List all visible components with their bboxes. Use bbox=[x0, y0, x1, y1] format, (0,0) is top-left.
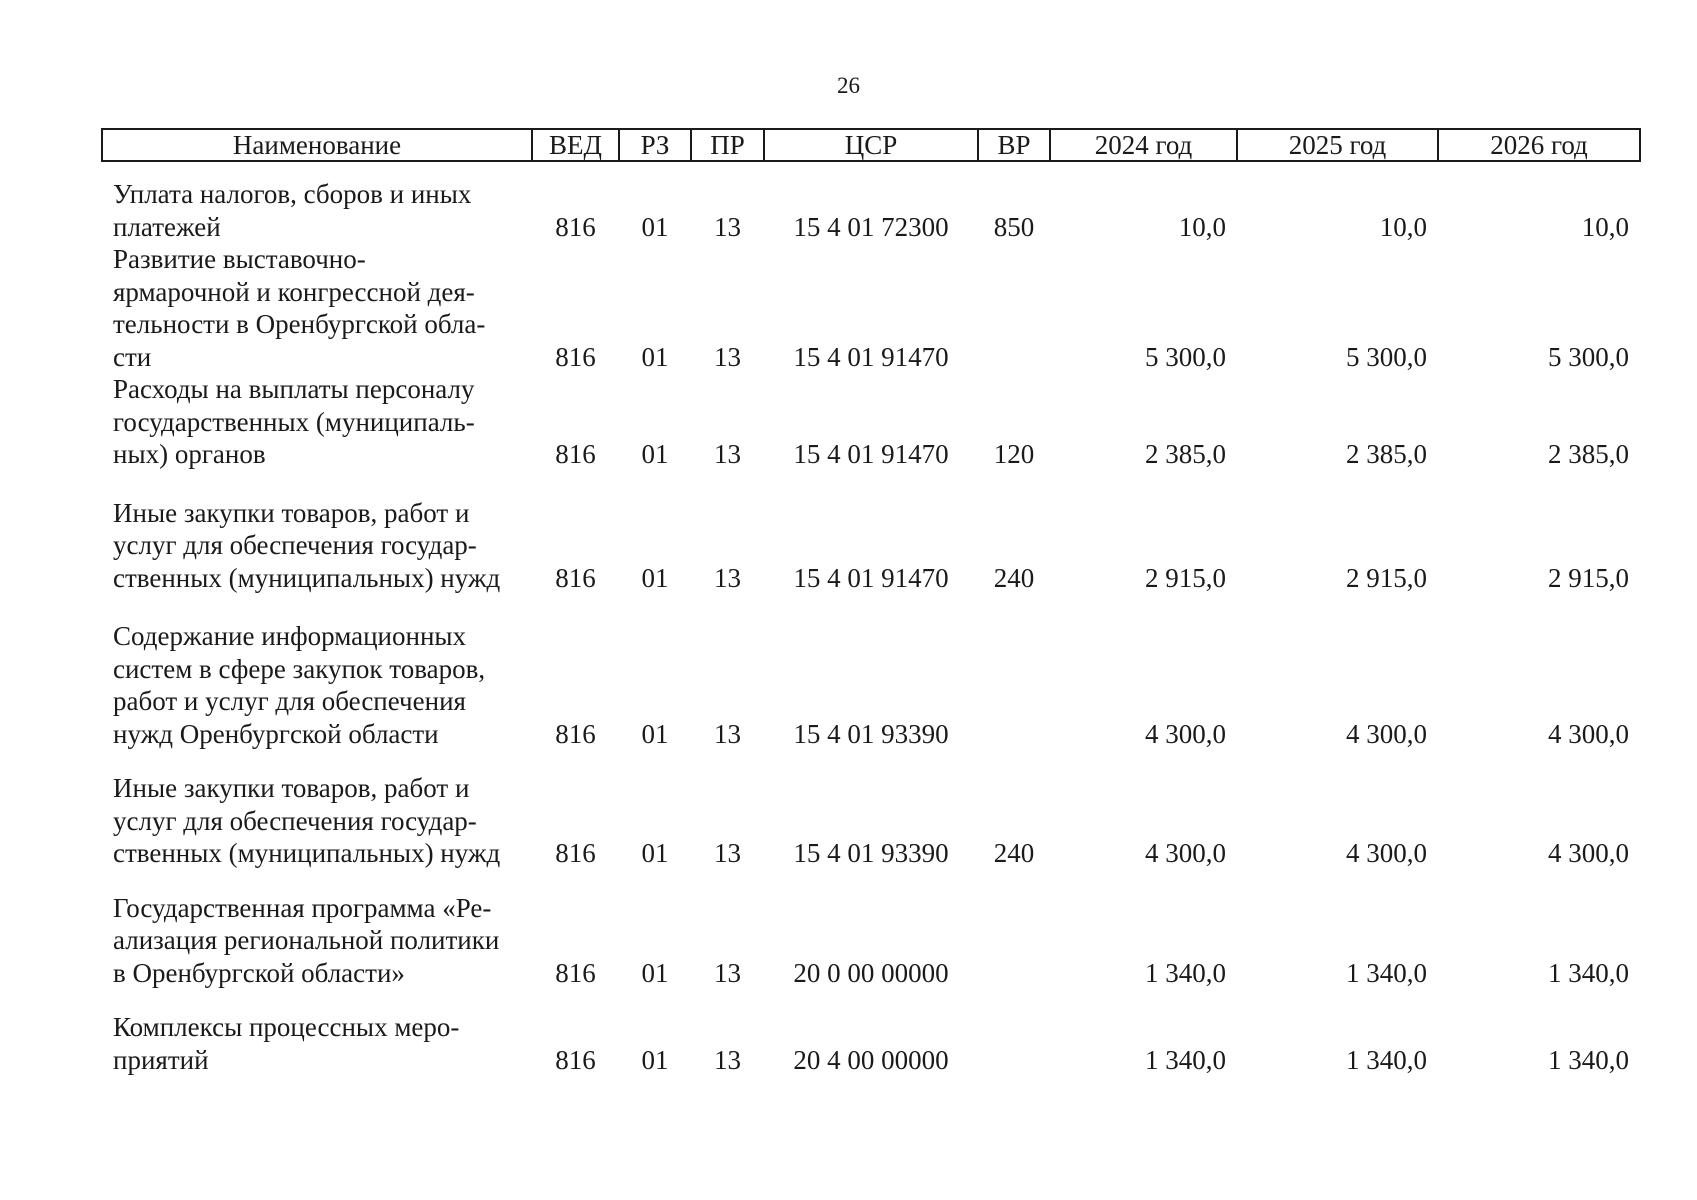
row-vr: 120 bbox=[993, 439, 1035, 469]
header-ved: ВЕД bbox=[532, 129, 619, 161]
table-row bbox=[102, 373, 1640, 471]
row-name-line: сти bbox=[113, 341, 152, 372]
row-pr: 13 bbox=[714, 341, 741, 372]
row-name-line: Иные закупки товаров, работ и bbox=[113, 497, 470, 528]
header-csr: ЦСР bbox=[764, 129, 978, 161]
row-pr: 13 bbox=[714, 718, 741, 749]
row-csr: 15 4 01 91470 bbox=[793, 341, 949, 372]
row-2024: 10,0 bbox=[1178, 211, 1226, 242]
row-name-line: тельности в Оренбургской обла- bbox=[113, 309, 486, 339]
header-name: Наименование bbox=[102, 129, 532, 161]
row-rz: 01 bbox=[641, 1044, 669, 1075]
row-name-line: ственных (муниципальных) нужд bbox=[113, 562, 501, 593]
row-pr: 13 bbox=[714, 211, 741, 242]
row-name bbox=[102, 989, 532, 1076]
row-ved: 816 bbox=[555, 1044, 596, 1075]
header-2024: 2024 год bbox=[1050, 129, 1237, 161]
header-rz: РЗ bbox=[619, 129, 691, 161]
row-vr: 240 bbox=[993, 562, 1035, 593]
row-csr: 20 4 00 00000 bbox=[793, 1044, 949, 1075]
row-ved: 816 bbox=[555, 957, 596, 988]
row-name-line: государственных (муниципаль- bbox=[113, 406, 475, 437]
row-rz: 01 bbox=[641, 957, 669, 988]
row-vr bbox=[978, 870, 1050, 990]
row-csr: 15 4 01 93390 bbox=[793, 838, 949, 868]
row-csr: 15 4 01 72300 bbox=[793, 211, 949, 242]
table-row bbox=[102, 594, 1640, 750]
header-vr: ВР bbox=[978, 129, 1050, 161]
row-csr: 15 4 01 91470 bbox=[793, 439, 949, 469]
row-2024: 1 340,0 bbox=[1145, 1044, 1226, 1075]
row-pr: 13 bbox=[714, 957, 741, 988]
row-csr: 15 4 01 93390 bbox=[793, 718, 949, 749]
row-name-line: ярмарочной и конгрессной дея- bbox=[113, 276, 475, 307]
row-rz: 01 bbox=[641, 211, 669, 242]
row-ved: 816 bbox=[555, 439, 596, 469]
row-name-line: Иные закупки товаров, работ и bbox=[113, 773, 470, 803]
row-name bbox=[102, 471, 532, 595]
row-pr: 13 bbox=[714, 1044, 741, 1075]
row-vr bbox=[978, 243, 1050, 373]
row-name-line: Уплата налогов, сборов и иных bbox=[113, 179, 472, 209]
row-ved: 816 bbox=[555, 838, 596, 868]
row-2025: 1 340,0 bbox=[1346, 957, 1427, 988]
row-name bbox=[102, 178, 532, 243]
row-name-line: систем в сфере закупок товаров, bbox=[113, 653, 486, 684]
row-2026: 1 340,0 bbox=[1548, 957, 1629, 988]
row-2026: 4 300,0 bbox=[1548, 718, 1629, 749]
row-2025: 2 915,0 bbox=[1346, 562, 1427, 593]
table-header-row bbox=[102, 129, 1640, 161]
row-name-line: приятий bbox=[113, 1044, 209, 1075]
row-vr bbox=[978, 989, 1050, 1076]
row-2024: 2 915,0 bbox=[1145, 562, 1226, 593]
row-csr: 20 0 00 00000 bbox=[793, 957, 949, 988]
row-pr: 13 bbox=[714, 439, 741, 469]
row-name-line: Содержание информационных bbox=[113, 621, 467, 651]
row-name-line: Комплексы процессных меро- bbox=[113, 1012, 460, 1042]
page-number: 26 bbox=[837, 73, 860, 98]
row-2025: 4 300,0 bbox=[1346, 718, 1427, 749]
row-pr: 13 bbox=[714, 838, 741, 868]
row-2026: 2 915,0 bbox=[1548, 562, 1629, 593]
row-name-line: платежей bbox=[113, 211, 221, 242]
row-name-line: в Оренбургской области» bbox=[113, 957, 405, 988]
row-name bbox=[102, 373, 532, 471]
table-row bbox=[102, 471, 1640, 595]
row-rz: 01 bbox=[641, 838, 669, 868]
row-2024: 4 300,0 bbox=[1145, 838, 1226, 868]
row-2025: 10,0 bbox=[1379, 211, 1427, 242]
row-name bbox=[102, 750, 532, 870]
row-2026: 5 300,0 bbox=[1548, 341, 1629, 372]
row-name-line: Расходы на выплаты персоналу bbox=[113, 374, 475, 404]
row-2025: 2 385,0 bbox=[1346, 439, 1427, 469]
row-2025: 1 340,0 bbox=[1346, 1044, 1427, 1075]
header-pr: ПР bbox=[691, 129, 764, 161]
row-ved: 816 bbox=[555, 211, 596, 242]
row-2024: 4 300,0 bbox=[1145, 718, 1226, 749]
row-csr: 15 4 01 91470 bbox=[793, 562, 949, 593]
header-2025: 2025 год bbox=[1237, 129, 1438, 161]
table-row bbox=[102, 750, 1640, 870]
row-2026: 1 340,0 bbox=[1548, 1044, 1629, 1075]
row-name-line: услуг для обеспечения государ- bbox=[113, 805, 477, 836]
row-name-line: Развитие выставочно- bbox=[113, 244, 366, 274]
row-vr bbox=[978, 594, 1050, 750]
table-row bbox=[102, 243, 1640, 373]
row-rz: 01 bbox=[641, 439, 669, 469]
row-2024: 2 385,0 bbox=[1145, 439, 1226, 469]
row-2024: 1 340,0 bbox=[1145, 957, 1226, 988]
row-name bbox=[102, 870, 532, 990]
row-rz: 01 bbox=[641, 562, 669, 593]
table-row bbox=[102, 178, 1640, 243]
row-vr: 240 bbox=[993, 838, 1035, 868]
row-ved: 816 bbox=[555, 718, 596, 749]
row-name-line: работ и услуг для обеспечения bbox=[113, 686, 466, 716]
row-name-line: нужд Оренбургской области bbox=[113, 718, 439, 749]
row-2026: 10,0 bbox=[1581, 211, 1629, 242]
row-rz: 01 bbox=[641, 718, 669, 749]
table-row bbox=[102, 870, 1640, 990]
header-2026: 2026 год bbox=[1438, 129, 1640, 161]
table-body bbox=[102, 161, 1640, 1076]
row-2026: 2 385,0 bbox=[1548, 439, 1629, 469]
row-name-line: ных) органов bbox=[113, 439, 266, 469]
row-2026: 4 300,0 bbox=[1548, 838, 1629, 868]
row-2025: 5 300,0 bbox=[1346, 341, 1427, 372]
table-row bbox=[102, 989, 1640, 1076]
row-rz: 01 bbox=[641, 341, 669, 372]
row-ved: 816 bbox=[555, 562, 596, 593]
budget-table bbox=[101, 128, 1641, 1076]
row-name-line: Государственная программа «Ре- bbox=[113, 892, 492, 923]
row-name bbox=[102, 594, 532, 750]
row-name-line: ализация региональной политики bbox=[113, 925, 500, 955]
row-2025: 4 300,0 bbox=[1346, 838, 1427, 868]
row-vr: 850 bbox=[993, 211, 1035, 242]
header-spacer bbox=[102, 161, 1640, 178]
row-pr: 13 bbox=[714, 562, 741, 593]
row-name-line: ственных (муниципальных) нужд bbox=[113, 838, 501, 868]
row-2024: 5 300,0 bbox=[1145, 341, 1226, 372]
row-name bbox=[102, 243, 532, 373]
row-ved: 816 bbox=[555, 341, 596, 372]
row-name-line: услуг для обеспечения государ- bbox=[113, 530, 477, 560]
